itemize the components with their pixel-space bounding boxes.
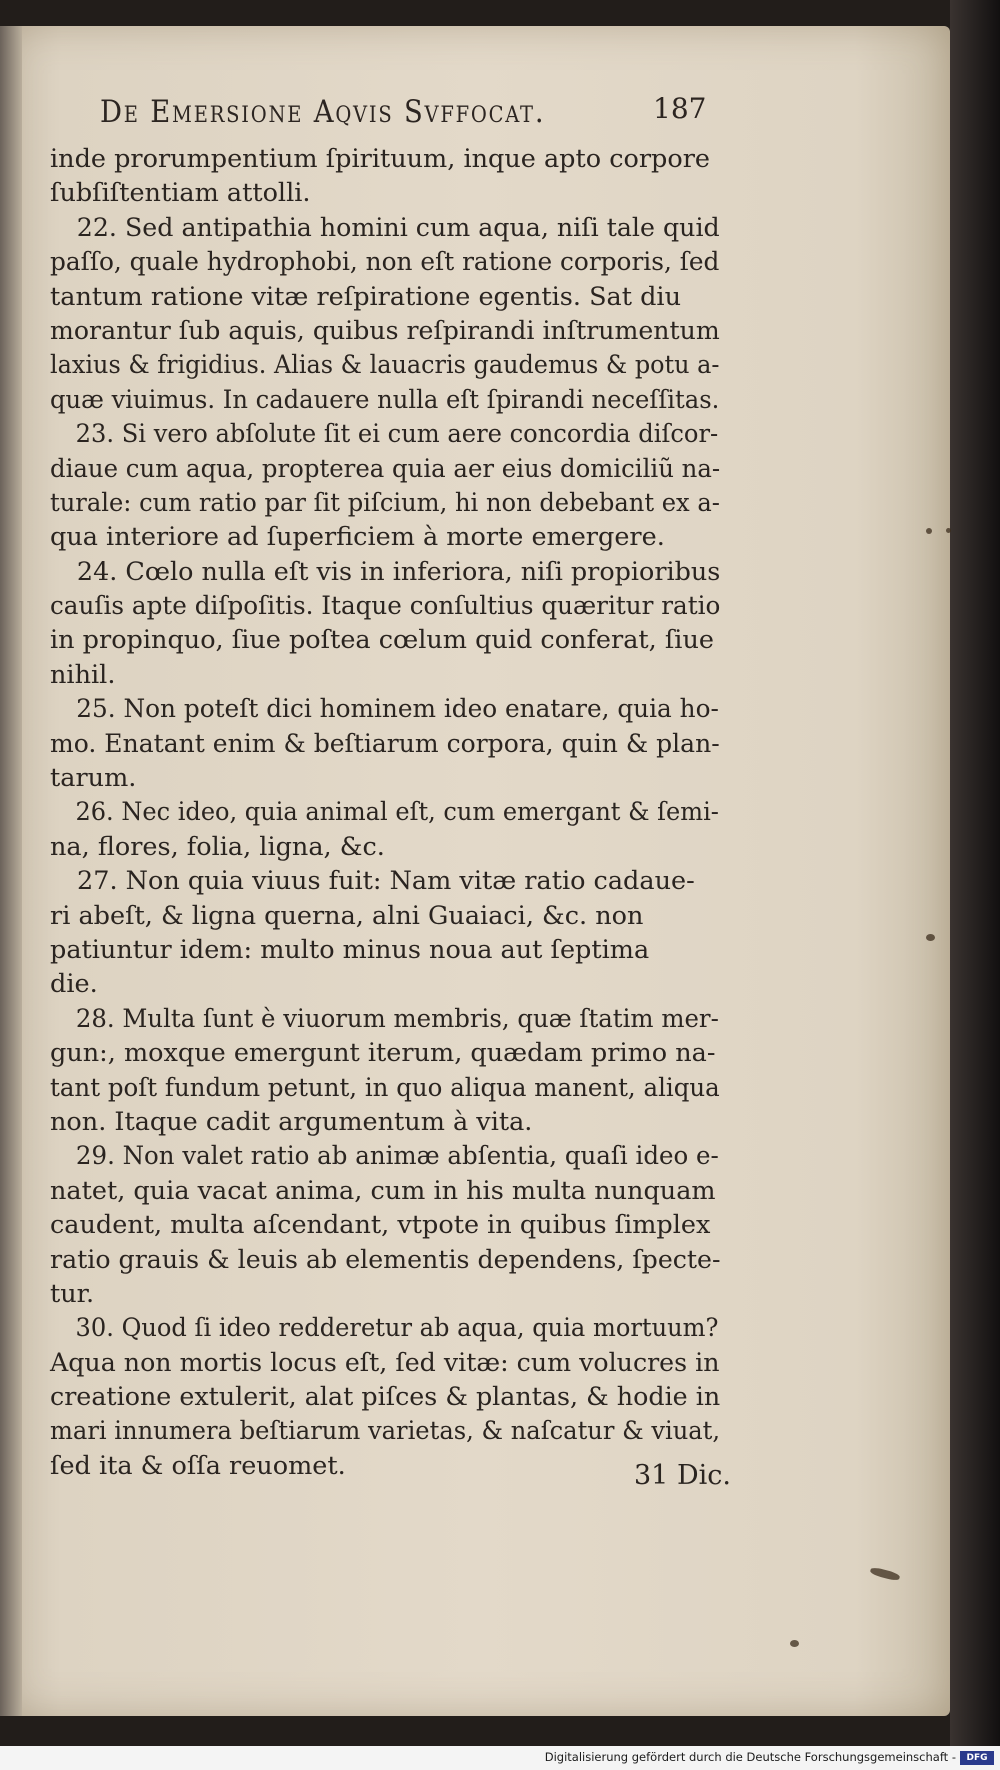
digitization-footer: [0, 1746, 1000, 1770]
text-line: nihil.: [50, 659, 116, 690]
text-line: na, flores, folia, ligna, &c.: [50, 831, 385, 862]
running-head: De Emersione Aqvis Svffocat.: [100, 94, 546, 130]
text-line: tarum.: [50, 763, 137, 794]
text-line: gun:, moxque emergunt iterum, quædam primo na-: [50, 1038, 716, 1069]
text-line: 24. Cœlo nulla eſt vis in inferiora, niſi propioribus: [76, 556, 721, 587]
text-line: laxius & frigidius. Alias & lauacris gaudemus & potu a-: [50, 350, 720, 381]
text-line: quæ viuimus. In cadauere nulla eſt ſpirandi neceſſitas.: [50, 384, 720, 415]
text-line: 27. Non quia viuus fuit: Nam vitæ ratio cadaue-: [77, 866, 695, 897]
ink-speck: [790, 1640, 799, 1647]
text-line: patiuntur idem: multo minus noua aut ſeptima: [50, 934, 650, 965]
text-line: 23. Si vero abſolute ſit ei cum aere concordia diſcor-: [75, 419, 719, 450]
text-line: morantur ſub aquis, quibus reſpirandi inſtrumentum: [50, 315, 720, 346]
text-line: Aqua non mortis locus eſt, ſed vitæ: cum volucres in: [50, 1347, 720, 1378]
text-line: ratio grauis & leuis ab elementis dependens, ſpecte-: [50, 1244, 721, 1275]
text-line: tant poſt fundum petunt, in quo aliqua manent, aliqua: [50, 1072, 720, 1103]
text-line: 25. Non poteſt dici hominem ideo enatare, quia ho-: [76, 694, 719, 725]
text-line: turale: cum ratio par ſit piſcium, hi non debebant ex a-: [50, 487, 720, 518]
ink-speck: [946, 528, 951, 533]
text-line: natet, quia vacat anima, cum in his multa nunquam: [50, 1175, 716, 1206]
catchword: 31 Dic.: [634, 1460, 731, 1491]
text-line: diaue cum aqua, propterea quia aer eius domiciliũ na-: [50, 453, 721, 484]
text-line: mo. Enatant enim & beſtiarum corpora, quin & plan-: [50, 728, 720, 759]
page-edge: [950, 0, 1000, 1770]
text-line: ſed ita & oſſa reuomet.: [50, 1450, 346, 1481]
text-line: 30. Quod ſi ideo redderetur ab aqua, quia mortuum?: [75, 1313, 719, 1344]
text-line: ri abeſt, & ligna querna, alni Guaiaci, &c. non: [50, 900, 644, 931]
text-line: mari innumera beſtiarum varietas, & naſcatur & viuat,: [50, 1416, 721, 1447]
text-line: die.: [50, 969, 98, 1000]
text-line: tantum ratione vitæ reſpiratione egentis. Sat diu: [50, 281, 682, 312]
text-line: in propinquo, ſiue poſtea cœlum quid conferat, ſiue: [50, 625, 714, 656]
text-line: 29. Non valet ratio ab animæ abſentia, quaſi ideo e-: [75, 1141, 719, 1172]
text-line: 22. Sed antipathia homini cum aqua, niſi tale quid: [76, 212, 720, 243]
text-line: inde prorumpentium ſpirituum, inque apto corpore: [50, 144, 710, 174]
text-line: creatione extulerit, alat piſces & plantas, & hodie in: [50, 1382, 721, 1413]
page-gutter: [0, 26, 22, 1716]
ink-speck: [926, 528, 932, 534]
text-line: qua interiore ad ſuperficiem à morte emergere.: [50, 522, 665, 553]
text-block: [50, 142, 720, 1483]
text-line: cauſis apte diſpoſitis. Itaque conſultius quæritur ratio: [50, 591, 721, 622]
ink-speck: [926, 934, 935, 941]
text-line: non. Itaque cadit argumentum à vita.: [50, 1106, 533, 1137]
text-line: paſſo, quale hydrophobi, non eſt ratione corporis, ſed: [50, 247, 720, 278]
page-number: 187: [653, 92, 707, 125]
text-line: 28. Multa ſunt è viuorum membris, quæ ſtatim mer-: [75, 1003, 719, 1034]
funding-credit: Digitalisierung gefördert durch die Deutsche Forschungsgemeinschaft -: [544, 1750, 956, 1764]
text-line: caudent, multa aſcendant, vtpote in quibus ſimplex: [50, 1210, 711, 1241]
text-line: ſubſiſtentiam attolli.: [50, 178, 311, 209]
dfg-logo-icon: DFG: [960, 1751, 994, 1765]
text-line: 26. Nec ideo, quia animal eſt, cum emergant & ſemi-: [75, 797, 719, 828]
text-line: tur.: [50, 1278, 95, 1309]
